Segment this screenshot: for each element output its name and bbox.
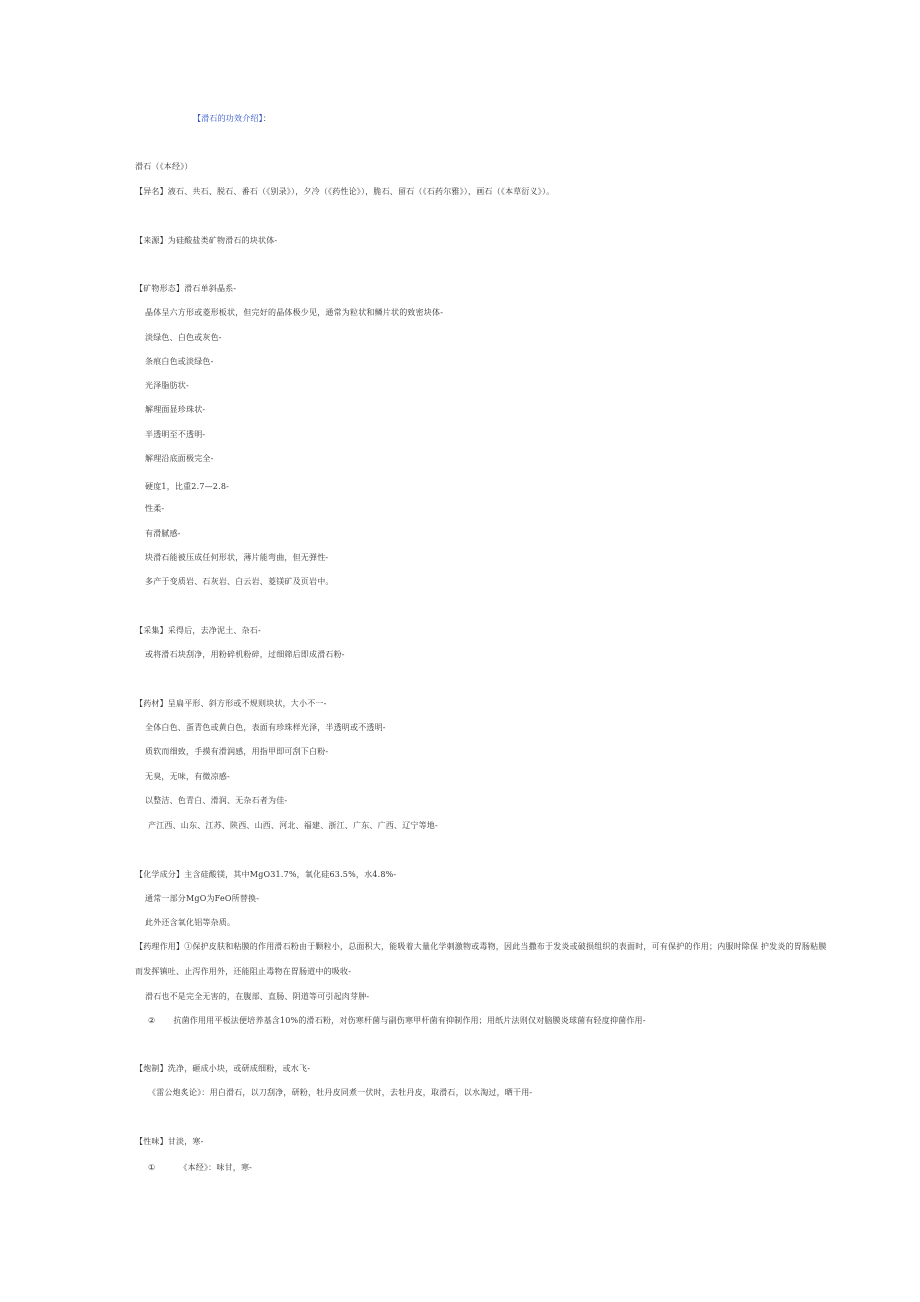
mineral-transparency: 半透明至不透明- <box>145 430 206 439</box>
mineral-cleavage-face: 解理面显珍珠状- <box>145 405 206 414</box>
pharmacology-continued: 而发挥镇吐、止泻作用外，还能阻止毒物在胃肠道中的吸收- <box>135 967 352 976</box>
material-odor: 无臭，无味，有微凉感- <box>145 772 230 781</box>
title-open-bracket: 【 <box>193 114 202 123</box>
benjing-text: 《本经》：味甘，寒- <box>179 1163 253 1172</box>
section-material: 【药材】呈扁平形、斜方形或不规则块状，大小不一- <box>135 699 327 708</box>
section-collection: 【采集】采得后，去净泥土、杂石- <box>135 626 261 635</box>
mineral-color: 淡绿色、白色或灰色- <box>145 333 222 342</box>
title-close-bracket: 】 <box>258 114 263 123</box>
title-link-text[interactable]: 滑石的功效介绍 <box>201 114 259 123</box>
material-color: 全体白色、蛋青色或黄白色，表面有珍珠样光泽，半透明或不透明- <box>145 723 386 732</box>
antibacterial-text: 抗菌作用用平板法便培养基含10%的滑石粉，对伤寒杆菌与副伤寒甲杆菌有抑制作用；用纸片法则仅对脑膜炎球菌有轻度抑菌作用- <box>173 1016 646 1025</box>
title-colon: ： <box>262 114 272 123</box>
article-title-link[interactable] <box>193 114 271 124</box>
mineral-soft: 性柔- <box>145 504 165 513</box>
heading-huashi: 滑石（《本经》） <box>135 162 193 171</box>
material-quality: 以整洁、色青白、滑润、无杂石者为佳- <box>145 796 288 805</box>
chemistry-replacement: 通常一部分MgO为FeO所替换- <box>145 894 260 903</box>
mineral-cleavage: 解理沿底面极完全- <box>145 454 214 463</box>
processing-leigong: 《雷公炮炙论》：用白滑石，以刀刮净，研粉，牡丹皮同煮一伏时，去牡丹皮，取滑石，以水淘过，晒干用- <box>148 1088 533 1097</box>
section-source: 【来源】为硅酸盐类矿物滑石的块状体- <box>135 236 278 245</box>
nature-benjing <box>148 1163 252 1173</box>
section-chemistry: 【化学成分】主含硅酸镁，其中MgO31.7%，氧化硅63.5%，水4.8%- <box>135 870 397 879</box>
item-number: ② <box>148 1016 156 1025</box>
mineral-greasy: 有滑腻感- <box>145 529 181 538</box>
section-aliases: 【异名】液石、共石、脱石、番石（《别录》），夕冷（《药性论》），脆石、留石（《石药尔雅》），画石（《本草衍义》）。 <box>135 187 555 196</box>
mineral-crystal: 晶体呈六方形或菱形板状，但完好的晶体极少见，通常为粒状和鳞片状的致密块体- <box>145 308 444 317</box>
section-nature-flavor: 【性味】甘淡，寒- <box>135 1137 204 1146</box>
material-origin: 产江西、山东、江苏、陕西、山西、河北、福建、浙江、广东、广西、辽宁等地- <box>148 821 438 830</box>
mineral-occurrence: 多产于变质岩、石灰岩、白云岩、菱镁矿及页岩中。 <box>145 577 334 586</box>
section-mineral-form: 【矿物形态】滑石单斜晶系- <box>135 284 237 293</box>
pharmacology-granuloma: 滑石也不是完全无害的，在腹部、直肠、阴道等可引起肉芽肿- <box>145 992 370 1001</box>
mineral-streak: 条痕白色或淡绿色- <box>145 357 214 366</box>
section-pharmacology: 【药理作用】①保护皮肤和粘膜的作用滑石粉由于颗粒小，总面积大，能吸着大量化学刺激物或毒物，因此当撒布于发炎或破损组织的表面时，可有保护的作用；内服时除保 护发炎的胃肠粘膜 <box>135 942 827 951</box>
material-texture: 质软而细致，手摸有滑润感，用指甲即可刮下白粉- <box>145 747 329 756</box>
collection-powder: 或将滑石块刮净，用粉碎机粉碎，过细筛后即成滑石粉- <box>145 650 345 659</box>
mineral-luster: 光泽脂肪状- <box>145 381 189 390</box>
item-number: ① <box>148 1163 156 1172</box>
section-processing: 【炮制】洗净，砸成小块，或研成细粉，或水飞- <box>135 1064 311 1073</box>
mineral-flexible: 块滑石能被压成任何形状，薄片能弯曲，但无弹性- <box>145 553 329 562</box>
pharmacology-antibacterial <box>148 1016 646 1026</box>
chemistry-impurity: 此外还含氧化铝等杂质。 <box>145 918 236 927</box>
mineral-hardness: 硬度1，比重2.7—2.8- <box>145 482 230 491</box>
